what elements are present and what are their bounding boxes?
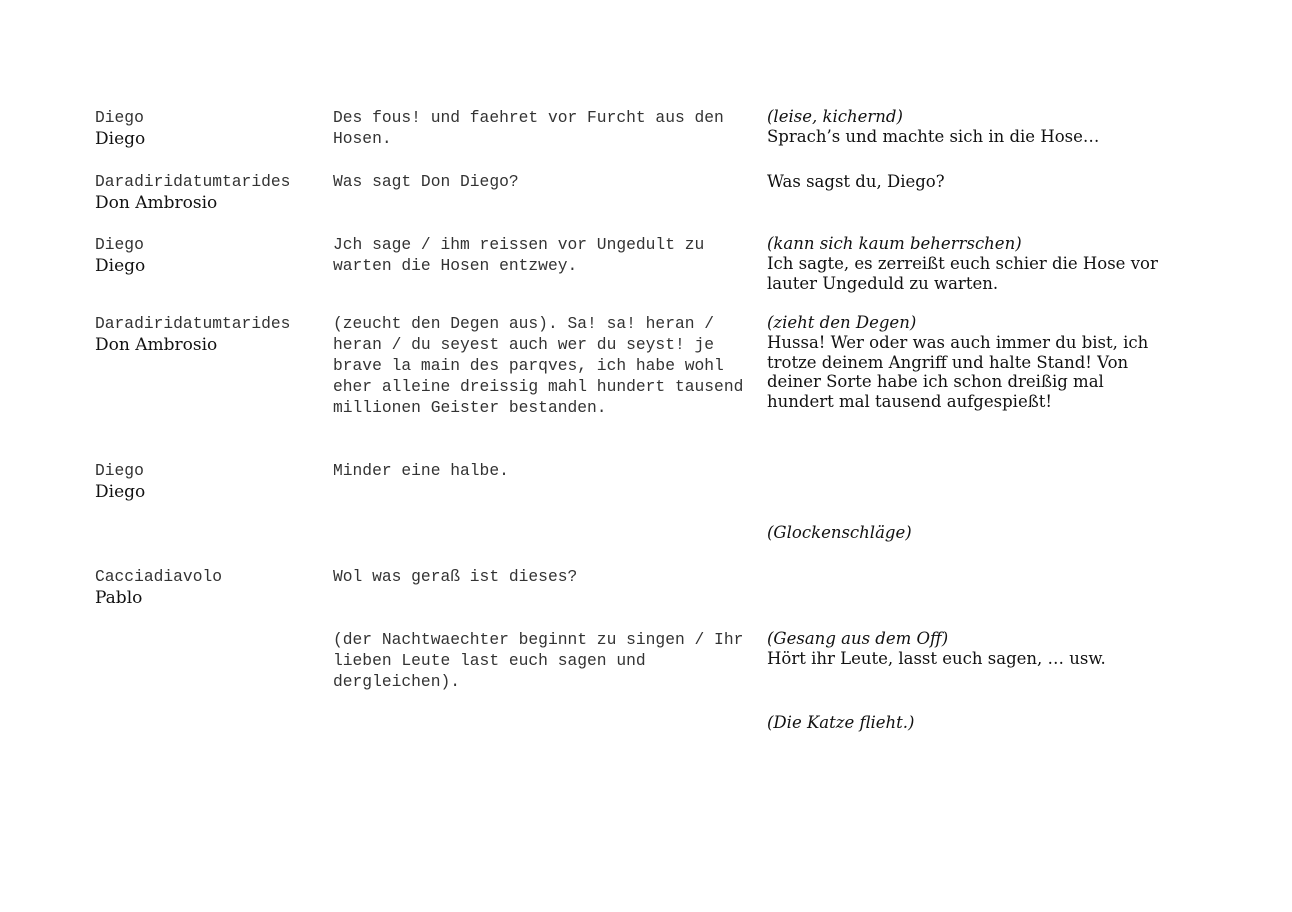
translation-cell bbox=[767, 713, 1167, 733]
original-text: Minder eine halbe. bbox=[333, 461, 509, 480]
original-speaker: Diego bbox=[95, 235, 144, 254]
stage-direction: (Die Katze flieht.) bbox=[767, 713, 915, 732]
script-row bbox=[95, 566, 1195, 629]
original-speaker: Daradiridatumtarides bbox=[95, 172, 291, 191]
translation-cell bbox=[767, 313, 1167, 411]
script-row bbox=[95, 171, 1195, 234]
stage-direction: (leise, kichernd) bbox=[767, 107, 903, 126]
translation-cell bbox=[767, 171, 1167, 192]
script-row bbox=[95, 313, 1195, 460]
script-row bbox=[95, 234, 1195, 313]
original-speaker: Cacciadiavolo bbox=[95, 567, 223, 586]
original-speaker: Diego bbox=[95, 108, 144, 127]
stage-direction: (kann sich kaum beherrschen) bbox=[767, 234, 1022, 253]
script-row bbox=[95, 713, 1195, 743]
modern-speaker: Diego bbox=[95, 256, 146, 276]
script-row bbox=[95, 107, 1195, 171]
script-row bbox=[95, 460, 1195, 523]
script-table bbox=[95, 107, 1195, 743]
modern-speaker: Diego bbox=[95, 482, 146, 502]
speaker-cell bbox=[95, 171, 333, 214]
translation-text: Was sagst du, Diego? bbox=[767, 172, 945, 191]
original-text: Des fous! und faehret vor Furcht aus den Hosen. bbox=[333, 108, 724, 148]
modern-speaker: Don Ambrosio bbox=[95, 193, 218, 213]
original-speaker: Diego bbox=[95, 461, 144, 480]
script-row bbox=[95, 523, 1195, 566]
modern-speaker: Diego bbox=[95, 129, 146, 149]
translation-text: Sprach’s und machte sich in die Hose… bbox=[767, 127, 1100, 146]
modern-speaker: Pablo bbox=[95, 588, 143, 608]
modern-speaker: Don Ambrosio bbox=[95, 335, 218, 355]
original-text: (zeucht den Degen aus). Sa! sa! heran / heran / du seyest auch wer du seyst! je brave la main des parqves, ich habe wohl eher alleine dreissig mahl hundert tausend millionen Geister bestanden. bbox=[333, 314, 744, 417]
stage-direction: (Gesang aus dem Off) bbox=[767, 629, 949, 648]
speaker-cell bbox=[95, 566, 333, 609]
stage-direction: (Glockenschläge) bbox=[767, 523, 912, 542]
translation-text: Hussa! Wer oder was auch immer du bist, ich trotze deinem Angriff und halte Stand! Von deiner Sorte habe ich schon dreißig mal hundert mal tausend aufgespießt! bbox=[767, 333, 1149, 411]
translation-cell bbox=[767, 523, 1167, 543]
speaker-cell bbox=[95, 234, 333, 277]
original-text: (der Nachtwaechter beginnt zu singen / Ihr lieben Leute last euch sagen und dergleichen). bbox=[333, 630, 744, 691]
speaker-cell bbox=[95, 313, 333, 356]
translation-text: Ich sagte, es zerreißt euch schier die Hose vor lauter Ungeduld zu warten. bbox=[767, 254, 1158, 293]
script-row bbox=[95, 629, 1195, 713]
translation-text: Hört ihr Leute, lasst euch sagen, … usw. bbox=[767, 649, 1106, 668]
original-text: Was sagt Don Diego? bbox=[333, 172, 519, 191]
translation-cell bbox=[767, 234, 1167, 293]
speaker-cell bbox=[95, 460, 333, 503]
translation-cell bbox=[767, 107, 1167, 147]
speaker-cell bbox=[95, 107, 333, 150]
original-speaker: Daradiridatumtarides bbox=[95, 314, 291, 333]
translation-cell bbox=[767, 629, 1167, 669]
original-text: Jch sage / ihm reissen vor Ungedult zu warten die Hosen entzwey. bbox=[333, 235, 705, 275]
stage-direction: (zieht den Degen) bbox=[767, 313, 917, 332]
original-text: Wol was geraß ist dieses? bbox=[333, 567, 578, 586]
